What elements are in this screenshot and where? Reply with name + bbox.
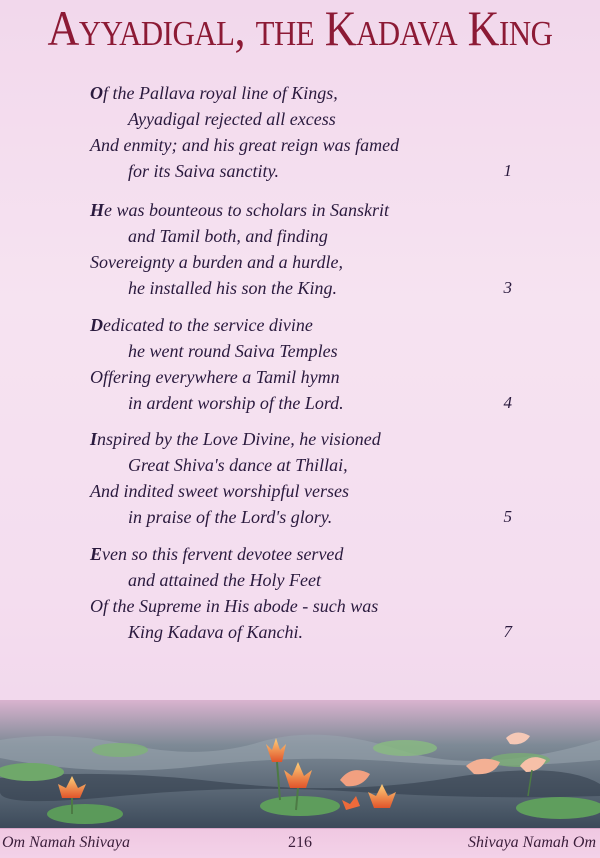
verse-line-text: Inspired by the Love Divine, he visioned: [90, 429, 381, 449]
lily-pad: [47, 804, 123, 824]
verse-line-text: for its Saiva sanctity.: [128, 161, 279, 181]
verse-line-text: King Kadava of Kanchi.: [128, 622, 303, 642]
lily-pad: [92, 743, 148, 757]
verse-number: 4: [503, 393, 512, 412]
verse-line: [90, 452, 520, 478]
lotus-pond-illustration: [0, 700, 600, 828]
lily-pad: [516, 797, 600, 819]
verse-line-text: he installed his son the King.: [128, 278, 337, 298]
verse-line: [90, 132, 520, 158]
drop-initial: I: [90, 429, 98, 449]
verse-number: 7: [503, 622, 512, 641]
lily-pad: [373, 740, 437, 756]
verse-line: [90, 619, 520, 645]
footer-left-mantra: Om Namah Shivaya: [2, 834, 130, 851]
page-footer: [0, 828, 600, 858]
verse-line: [90, 249, 520, 275]
verse-line-text: And enmity; and his great reign was famed: [90, 135, 400, 155]
verse-line: [90, 541, 520, 567]
verse-5: [90, 541, 520, 645]
verse-line: [90, 338, 520, 364]
verse-line-text: Ayyadigal rejected all excess: [128, 109, 336, 129]
verse-line: [90, 158, 520, 184]
verse-line: [90, 426, 520, 452]
verse-line-text: Great Shiva's dance at Thillai,: [128, 455, 348, 475]
verse-line: [90, 275, 520, 301]
verse-line-text: He was bounteous to scholars in Sanskrit: [90, 200, 390, 220]
page-number: 216: [288, 834, 312, 851]
verse-line: [90, 223, 520, 249]
page-title: Ayyadigal, the Kadava King: [47, 0, 553, 56]
verse-line: [90, 478, 520, 504]
verse-line: [90, 390, 520, 416]
verse-line-text: Of the Supreme in His abode - such was: [90, 596, 379, 616]
verse-line-text: Of the Pallava royal line of Kings,: [90, 83, 338, 103]
verse-1: [90, 80, 520, 184]
verse-line: [90, 504, 520, 530]
verse-3: [90, 312, 520, 416]
verse-line: [90, 364, 520, 390]
verse-line-text: he went round Saiva Temples: [128, 341, 338, 361]
verse-number: 5: [503, 507, 512, 526]
verse-number: 3: [503, 278, 512, 297]
verse-line: [90, 593, 520, 619]
verse-line-text: and attained the Holy Feet: [128, 570, 321, 590]
verse-line: [90, 197, 520, 223]
verse-line-text: Even so this fervent devotee served: [90, 544, 344, 564]
verse-line: [90, 312, 520, 338]
verse-line-text: and Tamil both, and finding: [128, 226, 328, 246]
verse-line-text: Dedicated to the service divine: [90, 315, 313, 335]
verse-number: 1: [503, 161, 512, 180]
drop-initial: E: [90, 544, 103, 564]
verse-line: [90, 106, 520, 132]
verse-line-text: in praise of the Lord's glory.: [128, 507, 333, 527]
verse-2: [90, 197, 520, 301]
verse-line: [90, 80, 520, 106]
lily-pad: [260, 796, 340, 816]
verse-line-text: Sovereignty a burden and a hurdle,: [90, 252, 343, 272]
drop-initial: D: [90, 315, 103, 335]
footer-right-mantra: Shivaya Namah Om: [468, 834, 596, 851]
verse-line: [90, 567, 520, 593]
verse-line-text: And indited sweet worshipful verses: [90, 481, 349, 501]
verse-4: [90, 426, 520, 530]
drop-initial: H: [90, 200, 105, 220]
verse-line-text: in ardent worship of the Lord.: [128, 393, 344, 413]
verse-line-text: Offering everywhere a Tamil hymn: [90, 367, 340, 387]
drop-initial: O: [90, 83, 103, 103]
